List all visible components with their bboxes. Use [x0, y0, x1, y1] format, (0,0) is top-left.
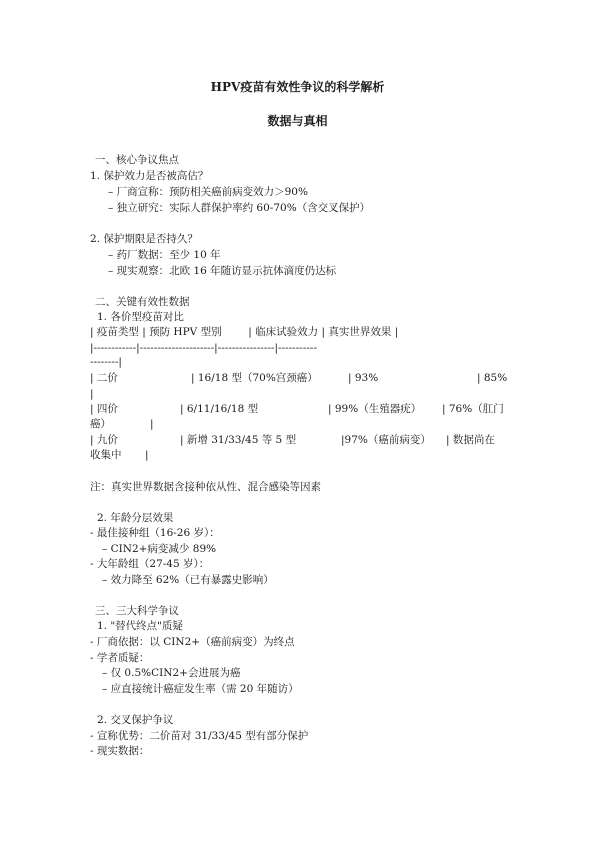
- subheading: 1. 各价型疫苗对比: [97, 311, 184, 323]
- table-cell: 收集中: [90, 449, 122, 461]
- table-separator: |------------|---------------------|----------------|-----------: [90, 342, 318, 354]
- table-cell: 癌）: [90, 418, 111, 430]
- question-2: 2. 保护期限是否持久？: [90, 233, 198, 245]
- table-cell: |: [90, 388, 94, 400]
- bullet: – 药厂数据：至少 10 年: [108, 249, 221, 261]
- list-item: - 现实数据：: [90, 745, 150, 757]
- table-cell: | 6/11/16/18 型: [180, 403, 259, 415]
- table-cell: | 四价: [90, 403, 118, 415]
- bullet: – 仅 0.5%CIN2+会进展为癌: [102, 667, 241, 679]
- bullet: – 应直接统计癌症发生率（需 20 年随访）: [102, 683, 299, 695]
- table-cell: |: [150, 418, 154, 430]
- table-cell: |: [145, 449, 149, 461]
- list-item: - 最佳接种组（16-26 岁）：: [90, 527, 220, 539]
- section-heading-3: 三、三大科学争议: [95, 605, 179, 617]
- table-cell: |97%（癌前病变）: [341, 434, 431, 446]
- section-heading-1: 一、核心争议焦点: [95, 154, 179, 166]
- table-cell: | 二价: [90, 372, 118, 384]
- question-1: 1. 保护效力是否被高估？: [90, 170, 209, 182]
- table-cell: | 93%: [348, 372, 379, 384]
- list-item: - 学者质疑：: [90, 652, 150, 664]
- table-cell: | 85%: [477, 372, 508, 384]
- list-item: - 大年龄组（27-45 岁）：: [90, 558, 210, 570]
- bullet: – 厂商宣称：预防相关癌前病变效力＞90%: [108, 186, 308, 198]
- bullet: – CIN2+病变减少 89%: [102, 543, 217, 555]
- table-separator: --------|: [90, 356, 122, 368]
- subheading: 2. 年龄分层效果: [97, 512, 174, 524]
- table-cell: | 76%（肛门: [442, 403, 504, 415]
- list-item: - 宣称优势：二价苗对 31/33/45 型有部分保护: [90, 730, 309, 742]
- page-subtitle: 数据与真相: [267, 114, 328, 128]
- table-note: 注：真实世界数据含接种依从性、混合感染等因素: [90, 481, 321, 493]
- section-heading-2: 二、关键有效性数据: [95, 296, 190, 308]
- list-item: - 厂商依据：以 CIN2+（癌前病变）为终点: [90, 636, 295, 648]
- bullet: – 现实观察：北欧 16 年随访显示抗体滴度仍达标: [108, 265, 337, 277]
- page-title: HPV疫苗有效性争议的科学解析: [210, 80, 385, 94]
- subheading: 1. "替代终点"质疑: [97, 620, 184, 632]
- bullet: – 独立研究：实际人群保护率约 60-70%（含交叉保护）: [108, 202, 371, 214]
- table-cell: | 新增 31/33/45 等 5 型: [180, 434, 297, 446]
- subheading: 2. 交叉保护争议: [97, 714, 174, 726]
- table-cell: | 九价: [90, 434, 118, 446]
- table-cell: | 数据尚在: [446, 434, 495, 446]
- bullet: – 效力降至 62%（已有暴露史影响）: [102, 574, 274, 586]
- table-cell: | 99%（生殖器疣）: [328, 403, 422, 415]
- table-header: | 疫苗类型 | 预防 HPV 型别 | 临床试验效力 | 真实世界效果 |: [90, 326, 399, 338]
- table-cell: | 16/18 型（70%宫颈癌）: [191, 372, 318, 384]
